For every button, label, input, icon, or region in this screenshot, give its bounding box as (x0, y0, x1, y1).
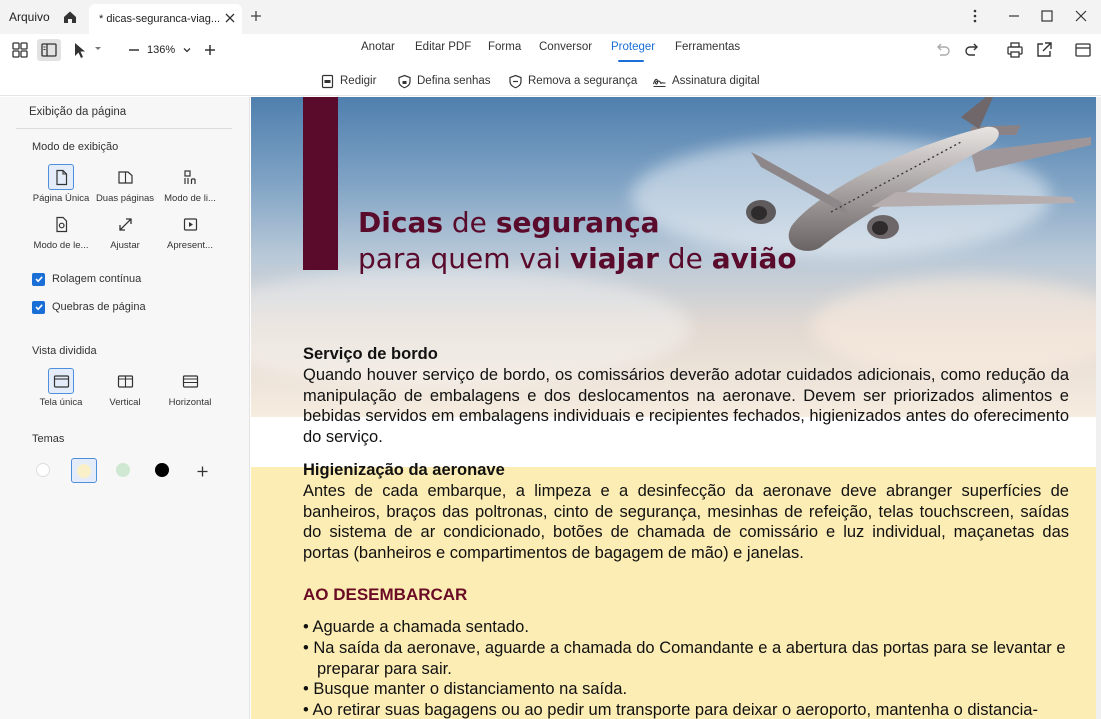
vertical-split-label: Vertical (109, 397, 141, 408)
split-view-heading: Vista dividida (32, 345, 97, 357)
window-close-icon[interactable] (1073, 8, 1089, 24)
read-mode-icon (53, 216, 70, 233)
continuous-scroll-label: Rolagem contínua (52, 273, 142, 285)
title-bar (0, 0, 1101, 34)
fit-button[interactable] (95, 211, 155, 255)
document-title-line2: para quem vai viajar de avião (358, 242, 797, 275)
protect-subtoolbar (0, 66, 1101, 96)
tab-ferramentas[interactable]: Ferramentas (675, 41, 741, 53)
list-item: • Ao retirar suas bagagens ou ao pedir um transporte para deixar o aeroporto, mantenha o distancia- (303, 701, 1038, 719)
vertical-split-icon (117, 373, 134, 390)
sidebar-toggle-button[interactable] (37, 39, 61, 61)
vertical-split-button[interactable] (95, 368, 155, 412)
redo-icon[interactable] (962, 40, 982, 60)
disembark-list (303, 617, 1073, 719)
single-page-mode-button[interactable] (31, 164, 91, 208)
airplane-icon (721, 97, 1096, 257)
theme-black-swatch[interactable] (155, 463, 169, 477)
more-options-icon[interactable] (967, 8, 983, 24)
divider (16, 128, 232, 129)
single-screen-icon (53, 373, 70, 390)
redact-label: Redigir (340, 75, 377, 87)
single-screen-label: Tela única (39, 397, 83, 408)
file-menu[interactable]: Arquivo (9, 10, 50, 24)
document-title-line1: Dicas de segurança (358, 206, 660, 239)
title-accent-bar (303, 97, 338, 270)
print-icon[interactable] (1005, 40, 1025, 60)
signature-icon (652, 74, 667, 89)
single-page-label: Página Única (32, 193, 90, 204)
page-breaks-label: Quebras de página (52, 301, 146, 313)
section-heading: Serviço de bordo (303, 345, 438, 363)
section-body: Antes de cada embarque, a limpeza e a desinfecção da aeronave deve abranger superfícies de banheiros, braços das poltronas, cinto de segurança, mesinhas de refeição, telas touchscreen, saídas do sistema de ar condicionado, botões de chamada de comissário e luz individual, maçanetas das portas (banheiros e compartimentos de bagagem de mão) e janelas. (303, 481, 1069, 563)
thumbnails-grid-icon[interactable] (10, 40, 30, 60)
tab-conversor[interactable]: Conversor (539, 41, 593, 53)
undo-icon[interactable] (933, 40, 953, 60)
continuous-scroll-checkbox[interactable] (32, 271, 141, 287)
digital-signature-label: Assinatura digital (672, 75, 760, 87)
share-export-icon[interactable] (1034, 40, 1054, 60)
presentation-label: Apresent... (167, 240, 213, 251)
chevron-down-icon[interactable] (92, 42, 104, 54)
section-heading: Higienização da aeronave (303, 461, 505, 479)
theme-cream-swatch (77, 464, 91, 478)
horizontal-split-label: Horizontal (168, 397, 212, 408)
shield-icon (508, 74, 523, 89)
home-icon[interactable] (62, 9, 78, 25)
horizontal-split-button[interactable] (160, 368, 220, 412)
list-item: • Na saída da aeronave, aguarde a chamada do Comandante e a abertura das portas para se levantar e preparar para sair. (303, 638, 1066, 678)
page-view-sidebar (0, 97, 250, 719)
page-breaks-checkbox[interactable] (32, 299, 146, 315)
read-mode-label: Modo de le... (33, 240, 89, 251)
redact-icon (320, 74, 335, 89)
select-cursor-icon[interactable] (70, 40, 90, 60)
zoom-out-icon[interactable] (124, 40, 144, 60)
line-mode-icon (182, 169, 199, 186)
section-onboard-service (303, 344, 1069, 448)
list-item: • Busque manter o distanciamento na saída. (303, 680, 628, 699)
redact-button[interactable] (320, 72, 376, 90)
single-screen-button[interactable] (31, 368, 91, 412)
horizontal-split-icon (182, 373, 199, 390)
theme-cream-selected[interactable] (71, 458, 97, 483)
shield-lock-icon (397, 74, 412, 89)
tab-editar-pdf[interactable]: Editar PDF (415, 41, 472, 53)
sidebar-title: Exibição da página (29, 106, 127, 118)
line-mode-label: Modo de li... (164, 193, 216, 204)
read-mode-button[interactable] (31, 211, 91, 255)
themes-heading: Temas (32, 433, 65, 445)
layout-panel-icon[interactable] (1073, 40, 1093, 60)
checkbox-checked-icon (32, 273, 45, 286)
presentation-icon (182, 216, 199, 233)
new-tab-plus-icon[interactable] (249, 9, 263, 23)
remove-security-label: Remova a segurança (528, 75, 638, 87)
two-pages-mode-button[interactable] (95, 164, 155, 208)
checkbox-checked-icon (32, 301, 45, 314)
section-body: Quando houver serviço de bordo, os comissários deverão adotar cuidados adicionais, como redução da manipulação de embalagens e dos deslocamentos na aeronave. Devem ser priorizados alimentos e bebidas servidos em embalagens individuais e recipientes fechados, higienizados antes do oferecimento do serviço. (303, 365, 1069, 447)
main-toolbar (0, 34, 1101, 66)
zoom-level[interactable]: 136% (147, 44, 176, 56)
zoom-in-icon[interactable] (200, 40, 220, 60)
section-aircraft-hygiene (303, 460, 1069, 564)
list-item: • Aguarde a chamada sentado. (303, 618, 529, 636)
tab-proteger[interactable]: Proteger (611, 41, 656, 53)
document-tab[interactable] (89, 4, 242, 34)
two-pages-icon (117, 169, 134, 186)
single-page-icon (53, 169, 70, 186)
tab-label: * dicas-seguranca-viag... (99, 13, 221, 25)
fit-label: Ajustar (110, 240, 140, 251)
tab-forma[interactable]: Forma (488, 41, 522, 53)
theme-white-swatch[interactable] (36, 463, 50, 477)
add-theme-plus-icon[interactable] (196, 465, 209, 478)
presentation-button[interactable] (160, 211, 220, 255)
set-passwords-button[interactable] (397, 72, 491, 90)
close-icon[interactable] (224, 12, 236, 24)
zoom-chevron-down-icon[interactable] (181, 44, 193, 56)
minimize-icon[interactable] (1006, 8, 1022, 24)
maximize-icon[interactable] (1039, 8, 1055, 24)
display-mode-heading: Modo de exibição (32, 141, 119, 153)
tab-anotar[interactable]: Anotar (361, 41, 395, 53)
active-tab-indicator (618, 60, 644, 62)
pdf-document-view[interactable] (251, 97, 1096, 719)
sidebar-panel-icon (40, 41, 58, 59)
reading-mode-button[interactable] (160, 164, 220, 208)
two-pages-label: Duas páginas (95, 193, 155, 204)
theme-green-swatch[interactable] (116, 463, 130, 477)
digital-signature-button[interactable] (652, 72, 760, 90)
vertical-scrollbar[interactable] (1096, 97, 1101, 719)
set-passwords-label: Defina senhas (417, 75, 491, 87)
remove-security-button[interactable] (508, 72, 637, 90)
expand-arrows-icon (117, 216, 134, 233)
disembark-heading: AO DESEMBARCAR (303, 585, 468, 604)
